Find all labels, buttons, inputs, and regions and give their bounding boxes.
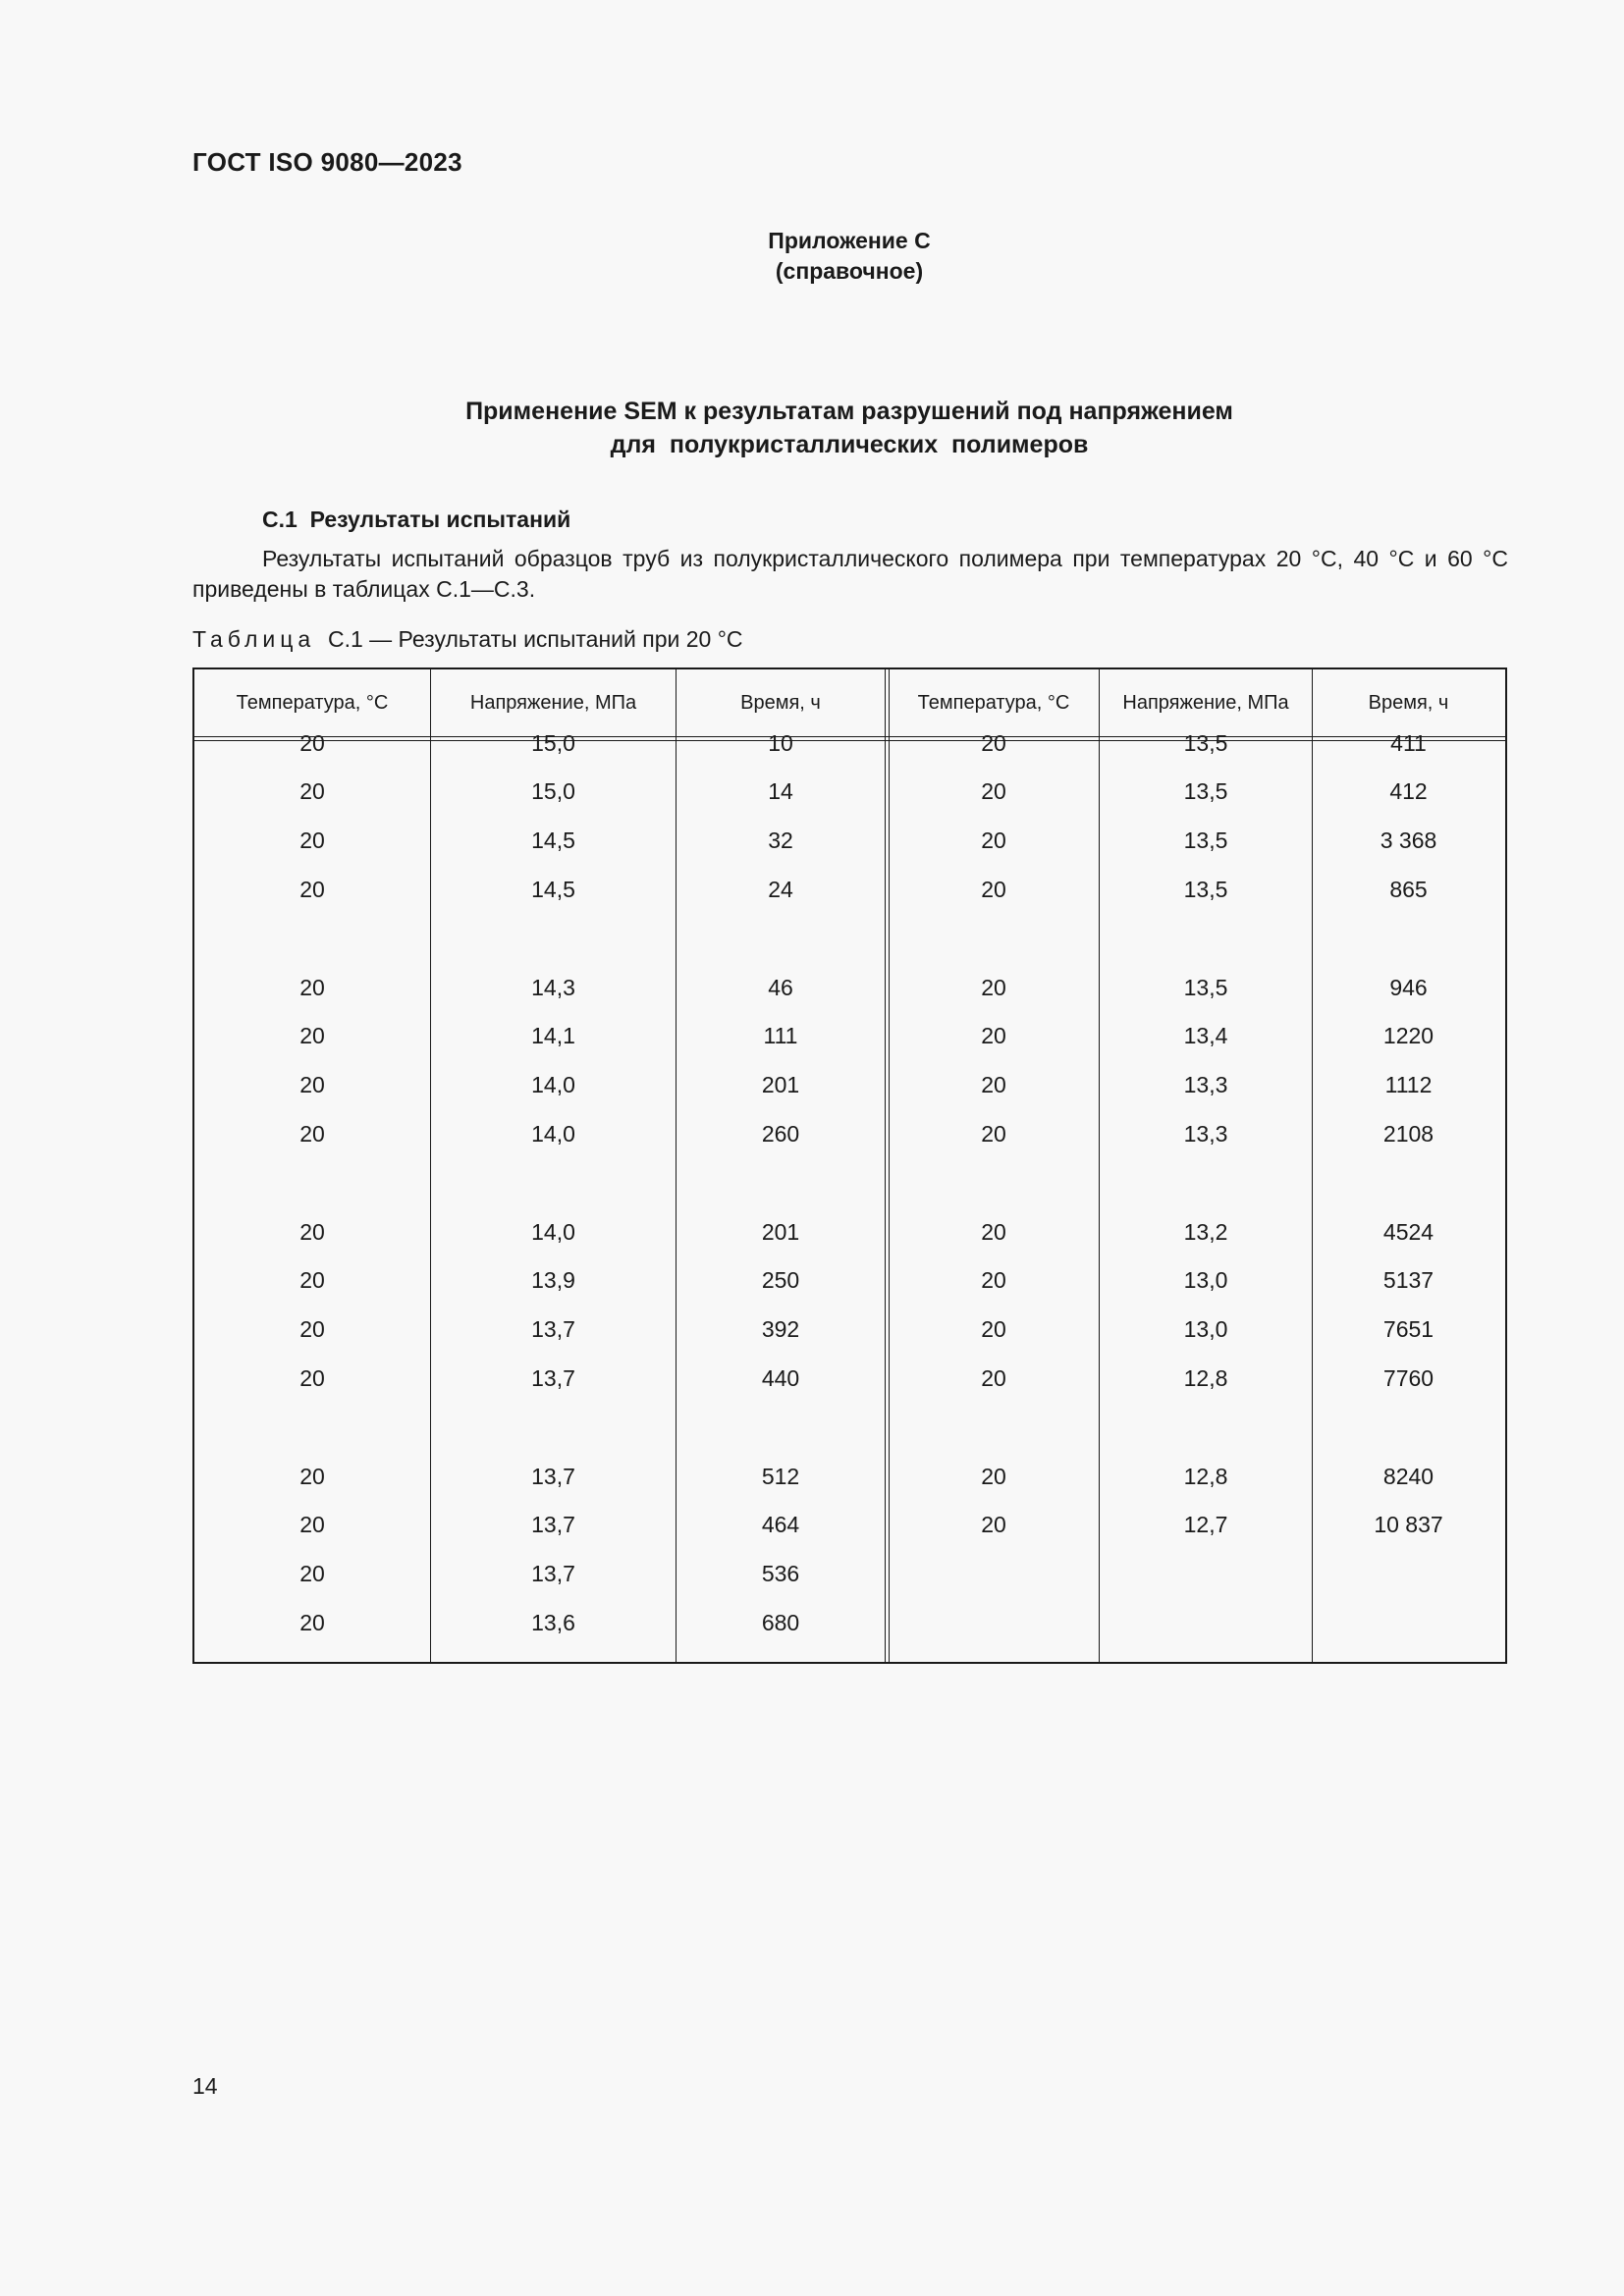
table-cell: 20	[981, 1267, 1006, 1294]
results-table	[192, 667, 1507, 1664]
table-cell: 13,0	[1183, 1267, 1228, 1294]
section-heading: С.1 Результаты испытаний	[262, 507, 571, 532]
table-cell: 14,0	[531, 1120, 575, 1147]
title-line-2: для полукристаллических полимеров	[610, 431, 1089, 458]
table-cell: 13,7	[531, 1561, 575, 1587]
table-cell: 14	[768, 778, 793, 805]
table-cell: 20	[299, 1023, 325, 1049]
table-cell: 20	[981, 828, 1006, 854]
table-cell: 20	[299, 1267, 325, 1294]
annex-heading	[0, 226, 1624, 287]
table-cell: 412	[1389, 778, 1428, 805]
table-cell: 13,5	[1183, 974, 1228, 1000]
table-caption-text: С.1 — Результаты испытаний при 20 °С	[327, 626, 743, 652]
table-cell: 20	[299, 1463, 325, 1489]
table-cell: 20	[299, 1120, 325, 1147]
table-cell: 12,8	[1183, 1364, 1228, 1391]
table-cell: 865	[1389, 876, 1428, 902]
annex-title: Приложение С	[768, 228, 931, 253]
table-cell: 13,5	[1183, 828, 1228, 854]
table-cell: 20	[981, 1364, 1006, 1391]
table-cell: 13,7	[531, 1364, 575, 1391]
table-cell: 20	[299, 1072, 325, 1098]
column-header: Температура, °С	[917, 691, 1070, 714]
table-cell: 20	[981, 1120, 1006, 1147]
column-header: Температура, °С	[236, 691, 389, 714]
table-cell: 12,7	[1183, 1512, 1228, 1538]
table-cell: 7760	[1382, 1364, 1435, 1391]
table-cell: 512	[761, 1463, 800, 1489]
table-cell: 20	[299, 974, 325, 1000]
table-cell: 392	[761, 1316, 800, 1343]
page-number: 14	[192, 2073, 218, 2099]
table-cell: 13,5	[1183, 876, 1228, 902]
table-cell: 20	[299, 1512, 325, 1538]
table-cell: 10 837	[1374, 1512, 1443, 1538]
table-cell: 20	[981, 876, 1006, 902]
table-cell: 680	[761, 1609, 800, 1635]
table-cell: 14,1	[531, 1023, 575, 1049]
table-cell: 20	[981, 1218, 1006, 1245]
table-cell: 946	[1389, 974, 1428, 1000]
table-cell: 12,8	[1183, 1463, 1228, 1489]
table-cell: 20	[981, 729, 1006, 756]
section-paragraph: Результаты испытаний образцов труб из полукристаллического полимера при температурах 20 °С, 40 °С и 60 °С приведены в таблицах С.1—С.3.	[192, 546, 1508, 602]
table-cell: 20	[299, 778, 325, 805]
table-cell: 260	[761, 1120, 800, 1147]
table-cell: 20	[299, 828, 325, 854]
table-cell: 13,5	[1183, 778, 1228, 805]
table-cell: 13,4	[1183, 1023, 1228, 1049]
column-header: Время, ч	[1368, 691, 1449, 714]
annex-status: (справочное)	[775, 258, 924, 284]
table-cell: 13,6	[531, 1609, 575, 1635]
table-cell: 20	[299, 1609, 325, 1635]
table-cell: 13,7	[531, 1316, 575, 1343]
table-cell: 20	[299, 1218, 325, 1245]
table-cell: 201	[761, 1218, 800, 1245]
column-header: Напряжение, МПа	[469, 691, 637, 714]
table-cell: 250	[761, 1267, 800, 1294]
table-cell: 10	[768, 729, 793, 756]
table-cell: 5137	[1382, 1267, 1435, 1294]
table-caption-label: Таблица	[192, 626, 316, 652]
table-cell: 20	[299, 1561, 325, 1587]
table-caption	[192, 626, 743, 653]
table-cell: 20	[981, 974, 1006, 1000]
table-cell: 14,5	[531, 876, 575, 902]
table-cell: 411	[1390, 729, 1427, 756]
table-cell: 20	[981, 1463, 1006, 1489]
table-cell: 13,2	[1183, 1218, 1228, 1245]
table-cell: 20	[981, 1316, 1006, 1343]
title-line-1: Применение SEM к результатам разрушений под напряжением	[465, 398, 1233, 425]
table-cell: 20	[981, 1072, 1006, 1098]
table-cell: 15,0	[531, 729, 575, 756]
table-cell: 4524	[1382, 1218, 1435, 1245]
annex-main-title	[0, 395, 1624, 461]
table-cell: 14,0	[531, 1218, 575, 1245]
table-cell: 13,3	[1183, 1072, 1228, 1098]
table-cell: 201	[761, 1072, 800, 1098]
table-cell: 24	[768, 876, 793, 902]
table-cell: 536	[761, 1561, 800, 1587]
table-cell: 13,7	[531, 1512, 575, 1538]
table-cell: 32	[768, 828, 793, 854]
table-cell: 20	[299, 729, 325, 756]
document-header: ГОСТ ISO 9080—2023	[192, 147, 462, 177]
table-cell: 13,9	[531, 1267, 575, 1294]
table-cell: 7651	[1382, 1316, 1435, 1343]
table-cell: 20	[299, 876, 325, 902]
table-cell: 1220	[1382, 1023, 1435, 1049]
table-cell: 2108	[1382, 1120, 1435, 1147]
table-cell: 46	[768, 974, 793, 1000]
table-cell: 14,5	[531, 828, 575, 854]
table-cell: 20	[299, 1316, 325, 1343]
table-cell: 14,0	[531, 1072, 575, 1098]
table-cell: 15,0	[531, 778, 575, 805]
table-cell: 13,5	[1183, 729, 1228, 756]
table-cell: 13,7	[531, 1463, 575, 1489]
table-cell: 1112	[1384, 1072, 1433, 1098]
column-header: Время, ч	[740, 691, 821, 714]
table-cell: 13,0	[1183, 1316, 1228, 1343]
table-cell: 440	[761, 1364, 800, 1391]
table-cell: 464	[761, 1512, 800, 1538]
table-cell: 20	[299, 1364, 325, 1391]
table-cell: 111	[763, 1023, 798, 1049]
column-header: Напряжение, МПа	[1122, 691, 1289, 714]
table-cell: 20	[981, 1023, 1006, 1049]
table-cell: 3 368	[1380, 828, 1437, 854]
table-cell: 13,3	[1183, 1120, 1228, 1147]
table-cell: 8240	[1382, 1463, 1435, 1489]
table-cell: 14,3	[531, 974, 575, 1000]
table-cell: 20	[981, 1512, 1006, 1538]
table-cell: 20	[981, 778, 1006, 805]
